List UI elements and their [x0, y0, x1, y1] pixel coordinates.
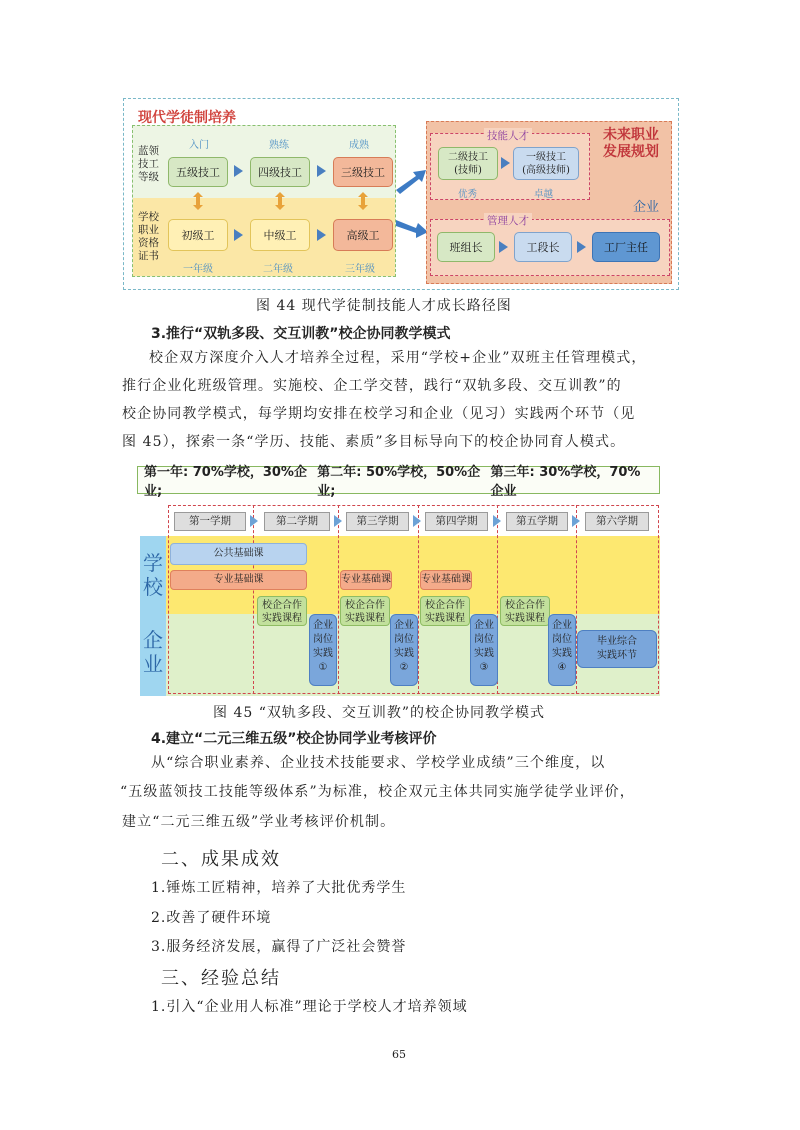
summary-item-1: 1.引入“企业用人标准”理论于学校人才培养领域: [151, 999, 468, 1015]
factory-director-box: 工厂主任: [592, 232, 660, 262]
section-3-line-2: 推行企业化班级管理。实施校、企工学交替，践行“双轨多段、交互训教”的: [122, 378, 622, 394]
semester-5: 第五学期: [506, 512, 568, 531]
arrow-right-icon: [317, 165, 326, 177]
major-course-bar-sem4: 专业基础课: [420, 570, 472, 590]
semester-1: 第一学期: [174, 512, 246, 531]
arrow-right-icon: [234, 165, 243, 177]
section-4-line-1: 从“综合职业素养、企业技术技能要求、学校学业成绩”三个维度，以: [151, 755, 606, 771]
semester-divider: [576, 505, 577, 694]
post-practice-3: 企业 岗位 实践 ③: [470, 614, 498, 686]
team-leader-box: 班组长: [437, 232, 495, 262]
grade-label-1: 一年级: [183, 264, 213, 275]
semester-divider: [338, 505, 339, 694]
figure-44-caption: 图 44 现代学徒制技能人才成长路径图: [256, 298, 512, 314]
semester-4: 第四学期: [425, 512, 488, 531]
results-heading: 二、成果成效: [161, 849, 281, 870]
level-2-technician-box: 二级技工 (技师): [438, 147, 498, 180]
arrow-right-icon: [501, 157, 510, 169]
year-2-ratio: 第二年: 50%学校，50%企业;: [317, 465, 481, 499]
school-row-label: 学 校: [143, 551, 163, 599]
skill-talent-title: 技能人才: [484, 128, 532, 143]
chevron-right-icon: [493, 515, 501, 527]
chevron-right-icon: [413, 515, 421, 527]
section-3-line-3: 校企协同教学模式，每学期均安排在校学习和企业（见习）实践两个环节（见: [122, 406, 636, 422]
section-3-line-4: 图 45），探索一条“学历、技能、素质”多目标导向下的校企协同育人模式。: [122, 434, 626, 450]
level-3-technician-box: 三级技工: [333, 157, 393, 187]
row-label-school-cert: 学校 职业 资格 证书: [138, 211, 159, 262]
post-practice-4: 企业 岗位 实践 ④: [548, 614, 576, 686]
coop-course-sem4: 校企合作 实践课程: [420, 596, 470, 626]
semester-2: 第二学期: [264, 512, 330, 531]
semester-6: 第六学期: [585, 512, 649, 531]
arrow-right-icon: [499, 241, 508, 253]
major-course-bar: 专业基础课: [170, 570, 307, 590]
post-practice-2: 企业 岗位 实践 ②: [390, 614, 418, 686]
outstanding-label: 卓越: [534, 189, 554, 200]
level-4-technician-box: 四级技工: [250, 157, 310, 187]
results-item-2: 2.改善了硬件环境: [151, 910, 272, 926]
level-5-technician-box: 五级技工: [168, 157, 228, 187]
grade-label-2: 二年级: [263, 264, 293, 275]
results-item-3: 3.服务经济发展，赢得了广泛社会赞誉: [151, 939, 407, 955]
page-number: 65: [392, 1048, 406, 1061]
up-down-arrow-icon: [358, 192, 368, 210]
section-4-heading: 4.建立“二元三维五级”校企协同学业考核评价: [151, 731, 437, 747]
arrow-right-icon: [317, 229, 326, 241]
diagonal-arrows-icon: [396, 168, 430, 238]
semester-3: 第三学期: [346, 512, 409, 531]
post-practice-1: 企业 岗位 实践 ①: [309, 614, 337, 686]
major-course-bar-sem3: 专业基础课: [340, 570, 392, 590]
year-ratio-banner: [137, 465, 660, 499]
year-3-ratio: 第三年: 30%学校，70%企业: [490, 465, 641, 499]
section-4-line-3: 建立“二元三维五级”学业考核评价机制。: [122, 814, 396, 830]
semester-divider: [253, 505, 254, 694]
year-1-ratio: 第一年: 70%学校，30%企业;: [144, 465, 307, 499]
coop-course-sem5: 校企合作 实践课程: [500, 596, 550, 626]
coop-course-sem2: 校企合作 实践课程: [257, 596, 307, 626]
section-4-line-2: “五级蓝领技工技能等级体系”为标准，校企双元主体共同实施学徒学业评价，: [120, 784, 635, 800]
chevron-right-icon: [250, 515, 258, 527]
senior-worker-box: 高级工: [333, 219, 393, 251]
enterprise-label: 企业: [633, 200, 660, 215]
excellent-label: 优秀: [458, 189, 478, 200]
fig44-title: 现代学徒制培养: [138, 110, 236, 126]
graduation-practice: 毕业综合 实践环节: [577, 630, 657, 668]
results-item-1: 1.锤炼工匠精神，培养了大批优秀学生: [151, 880, 407, 896]
future-plan-title: 未来职业 发展规划: [603, 127, 659, 160]
stage-label-2: 熟练: [269, 140, 289, 151]
arrow-right-icon: [577, 241, 586, 253]
coop-course-sem3: 校企合作 实践课程: [340, 596, 390, 626]
arrow-right-icon: [234, 229, 243, 241]
summary-heading: 三、经验总结: [161, 968, 281, 989]
chevron-right-icon: [334, 515, 342, 527]
figure-45-caption: 图 45 “双轨多段、交互训教”的校企协同教学模式: [213, 705, 546, 721]
enterprise-row-label: 企 业: [143, 628, 163, 676]
public-course-bar: 公共基础课: [170, 543, 307, 565]
management-talent-title: 管理人才: [484, 213, 532, 228]
level-1-technician-box: 一级技工 (高级技师): [513, 147, 579, 180]
semester-divider: [418, 505, 419, 694]
row-label-blue-collar: 蓝领 技工 等级: [138, 145, 159, 183]
section-3-heading: 3.推行“双轨多段、交互训教”校企协同教学模式: [151, 326, 451, 342]
stage-label-1: 入门: [189, 140, 209, 151]
section-chief-box: 工段长: [514, 232, 572, 262]
stage-label-3: 成熟: [349, 140, 369, 151]
intermediate-worker-box: 中级工: [250, 219, 310, 251]
up-down-arrow-icon: [275, 192, 285, 210]
grade-label-3: 三年级: [345, 264, 375, 275]
junior-worker-box: 初级工: [168, 219, 228, 251]
section-3-line-1: 校企双方深度介入人才培养全过程，采用“学校+企业”双班主任管理模式，: [149, 350, 647, 366]
up-down-arrow-icon: [193, 192, 203, 210]
chevron-right-icon: [572, 515, 580, 527]
